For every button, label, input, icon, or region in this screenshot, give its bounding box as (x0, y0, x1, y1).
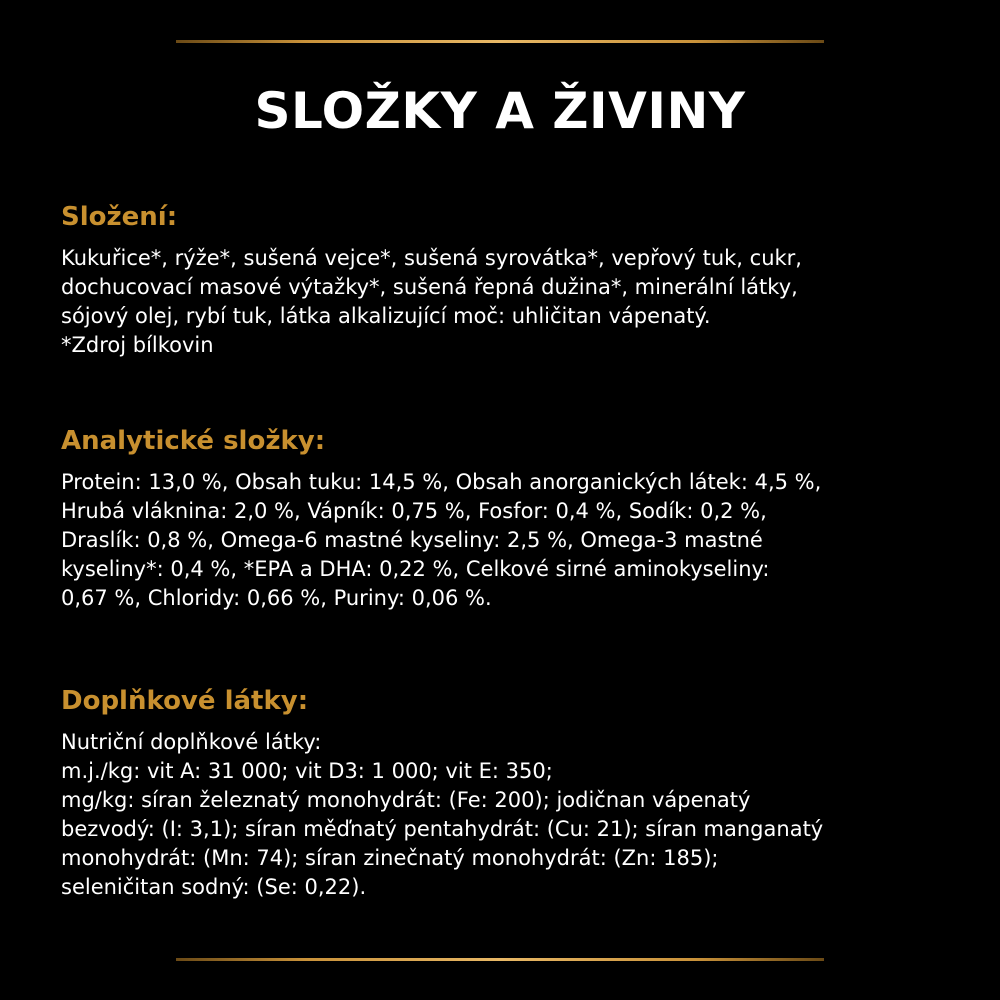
additives-heading: Doplňkové látky: (61, 686, 309, 716)
analytical-section (61, 424, 961, 613)
additives-line: mg/kg: síran železnatý monohydrát: (Fe: 200); jodičnan vápenatý (61, 788, 751, 812)
bottom-gold-rule (176, 958, 824, 961)
additives-section (61, 684, 961, 902)
composition-text (61, 244, 961, 360)
composition-line: Kukuřice*, rýže*, sušená vejce*, sušená syrovátka*, vepřový tuk, cukr, (61, 246, 802, 270)
composition-line: sójový olej, rybí tuk, látka alkalizující moč: uhličitan vápenatý. (61, 304, 711, 328)
composition-heading: Složení: (61, 202, 178, 232)
additives-line: bezvodý: (I: 3,1); síran měďnatý pentahydrát: (Cu: 21); síran manganatý (61, 817, 824, 841)
composition-line: *Zdroj bílkovin (61, 333, 214, 357)
analytical-line: Protein: 13,0 %, Obsah tuku: 14,5 %, Obsah anorganických látek: 4,5 %, (61, 470, 822, 494)
composition-section (61, 200, 961, 360)
analytical-line: Draslík: 0,8 %, Omega-6 mastné kyseliny: 2,5 %, Omega-3 mastné (61, 528, 763, 552)
top-gold-rule (176, 40, 824, 43)
analytical-line: Hrubá vláknina: 2,0 %, Vápník: 0,75 %, Fosfor: 0,4 %, Sodík: 0,2 %, (61, 499, 767, 523)
additives-text (61, 728, 961, 902)
additives-line: seleničitan sodný: (Se: 0,22). (61, 875, 367, 899)
additives-line: m.j./kg: vit A: 31 000; vit D3: 1 000; vit E: 350; (61, 759, 553, 783)
additives-line: monohydrát: (Mn: 74); síran zinečnatý monohydrát: (Zn: 185); (61, 846, 719, 870)
additives-line: Nutriční doplňkové látky: (61, 730, 322, 754)
analytical-line: kyseliny*: 0,4 %, *EPA a DHA: 0,22 %, Celkové sirné aminokyseliny: (61, 557, 770, 581)
analytical-text (61, 468, 961, 613)
analytical-heading: Analytické složky: (61, 426, 326, 456)
composition-line: dochucovací masové výtažky*, sušená řepná dužina*, minerální látky, (61, 275, 798, 299)
analytical-line: 0,67 %, Chloridy: 0,66 %, Puriny: 0,06 %. (61, 586, 492, 610)
page-title: SLOŽKY A ŽIVINY (254, 82, 746, 140)
